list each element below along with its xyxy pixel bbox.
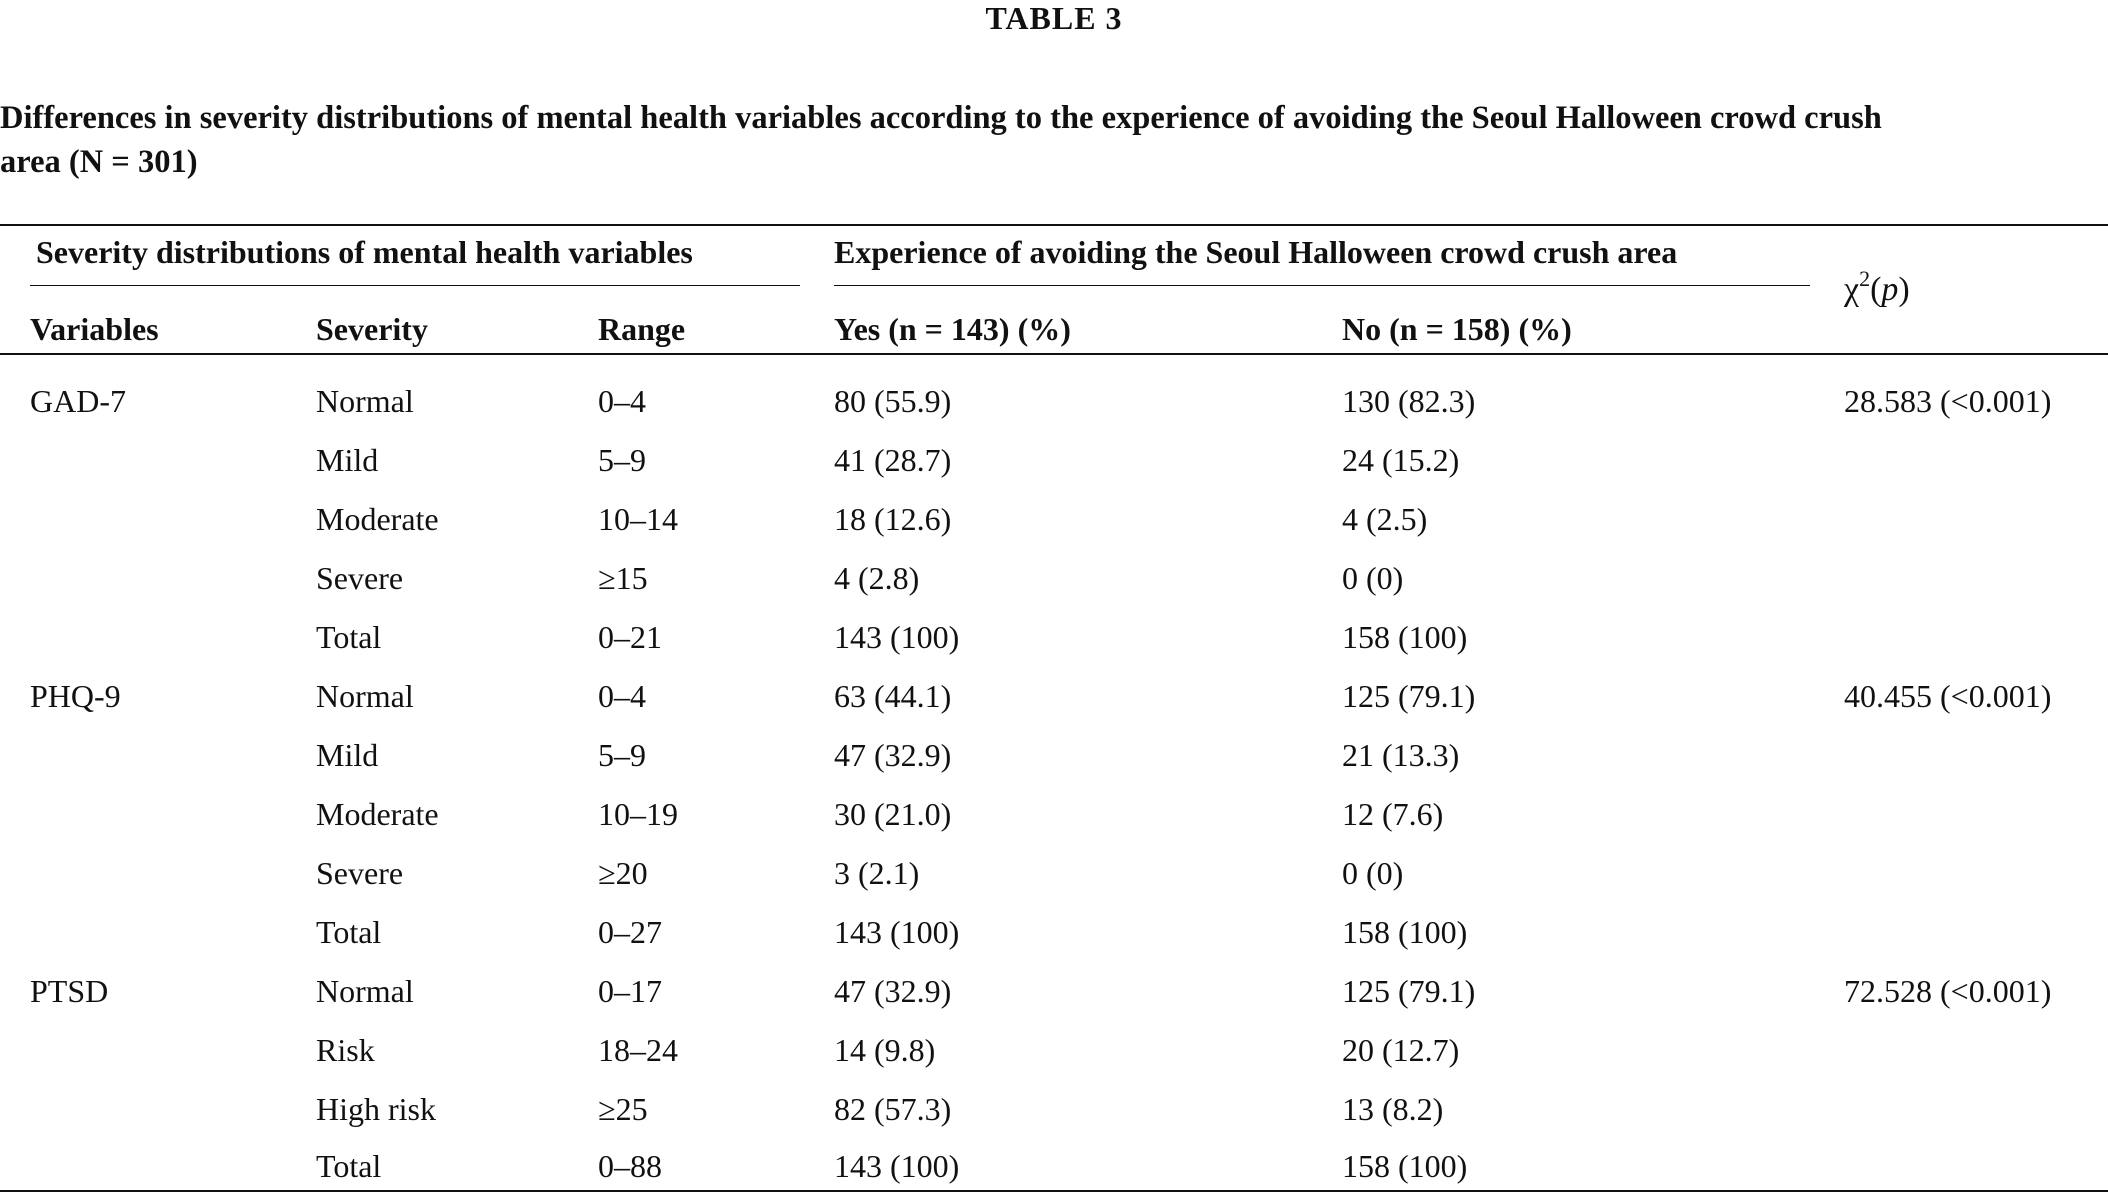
top-rule — [0, 224, 2108, 226]
cell-no: 158 (100) — [1342, 914, 1468, 950]
cell-severity: Total — [316, 619, 382, 655]
cell-severity: Moderate — [316, 501, 439, 537]
cell-variable: PHQ-9 — [30, 678, 121, 714]
cell-range: 0–17 — [598, 973, 662, 1009]
cell-no: 21 (13.3) — [1342, 737, 1460, 773]
cell-range: 5–9 — [598, 737, 646, 773]
cell-severity: Total — [316, 1148, 382, 1184]
cell-yes: 143 (100) — [834, 914, 960, 950]
cell-range: 0–27 — [598, 914, 662, 950]
group-header-left: Severity distributions of mental health variables — [36, 234, 693, 270]
cell-variable: GAD-7 — [30, 383, 126, 419]
col-header-severity: Severity — [316, 311, 428, 347]
cell-severity: Normal — [316, 383, 414, 419]
cell-severity: Normal — [316, 678, 414, 714]
header-bottom-rule — [0, 353, 2108, 355]
caption-line-1: Differences in severity distributions of mental health variables according to the experience of avoiding the Seoul Halloween crowd crush — [0, 100, 1882, 136]
cell-yes: 63 (44.1) — [834, 678, 952, 714]
chi-square-header — [1844, 266, 1910, 310]
cell-severity: Severe — [316, 855, 404, 891]
cell-yes: 41 (28.7) — [834, 442, 952, 478]
cell-severity: Total — [316, 914, 382, 950]
cell-severity: Severe — [316, 560, 404, 596]
caption-line-2: area (N = 301) — [0, 144, 198, 180]
cell-yes: 4 (2.8) — [834, 560, 920, 596]
cell-range: 10–14 — [598, 501, 678, 537]
group-header-right: Experience of avoiding the Seoul Halloween crowd crush area — [834, 234, 1678, 270]
cell-no: 4 (2.5) — [1342, 501, 1428, 537]
cell-no: 125 (79.1) — [1342, 973, 1476, 1009]
cell-severity: Risk — [316, 1032, 375, 1068]
cell-severity: Mild — [316, 442, 379, 478]
bottom-rule — [0, 1190, 2108, 1192]
cell-range: 0–21 — [598, 619, 662, 655]
cell-range: 0–88 — [598, 1148, 662, 1184]
cell-yes: 143 (100) — [834, 1148, 960, 1184]
cell-yes: 14 (9.8) — [834, 1032, 936, 1068]
col-header-yes: Yes (n = 143) (%) — [834, 311, 1071, 347]
cell-yes: 82 (57.3) — [834, 1091, 952, 1127]
cell-yes: 47 (32.9) — [834, 973, 952, 1009]
cell-range: 10–19 — [598, 796, 678, 832]
cell-range: 18–24 — [598, 1032, 678, 1068]
chi-p-symbol: p — [1881, 271, 1899, 308]
cell-no: 158 (100) — [1342, 619, 1468, 655]
cell-no: 12 (7.6) — [1342, 796, 1444, 832]
cell-yes: 18 (12.6) — [834, 501, 952, 537]
cell-range: 0–4 — [598, 383, 646, 419]
cell-chi: 40.455 (<0.001) — [1844, 678, 2052, 714]
cell-yes: 30 (21.0) — [834, 796, 952, 832]
cell-severity: Moderate — [316, 796, 439, 832]
chi-superscript: 2 — [1859, 266, 1871, 291]
cell-range: 0–4 — [598, 678, 646, 714]
group-rule-right — [834, 285, 1810, 286]
cell-severity: Normal — [316, 973, 414, 1009]
cell-no: 24 (15.2) — [1342, 442, 1460, 478]
cell-no: 20 (12.7) — [1342, 1032, 1460, 1068]
cell-variable: PTSD — [30, 973, 109, 1009]
group-rule-left — [30, 285, 800, 286]
chi-symbol: χ — [1844, 271, 1860, 308]
table-caption — [0, 96, 2108, 184]
col-header-range: Range — [598, 311, 686, 347]
cell-no: 158 (100) — [1342, 1148, 1468, 1184]
cell-no: 13 (8.2) — [1342, 1091, 1444, 1127]
cell-no: 130 (82.3) — [1342, 383, 1476, 419]
cell-chi: 28.583 (<0.001) — [1844, 383, 2052, 419]
col-header-no: No (n = 158) (%) — [1342, 311, 1572, 347]
col-header-variables: Variables — [30, 311, 159, 347]
table-label: TABLE 3 — [985, 0, 1123, 36]
cell-yes: 80 (55.9) — [834, 383, 952, 419]
chi-paren-open: ( — [1870, 271, 1882, 308]
cell-range: 5–9 — [598, 442, 646, 478]
cell-yes: 143 (100) — [834, 619, 960, 655]
cell-severity: High risk — [316, 1091, 436, 1127]
cell-severity: Mild — [316, 737, 379, 773]
cell-chi: 72.528 (<0.001) — [1844, 973, 2052, 1009]
chi-paren-close: ) — [1898, 271, 1910, 308]
cell-yes: 47 (32.9) — [834, 737, 952, 773]
cell-range: ≥20 — [598, 855, 648, 891]
cell-range: ≥15 — [598, 560, 648, 596]
cell-yes: 3 (2.1) — [834, 855, 920, 891]
cell-no: 125 (79.1) — [1342, 678, 1476, 714]
cell-no: 0 (0) — [1342, 855, 1404, 891]
cell-range: ≥25 — [598, 1091, 648, 1127]
cell-no: 0 (0) — [1342, 560, 1404, 596]
